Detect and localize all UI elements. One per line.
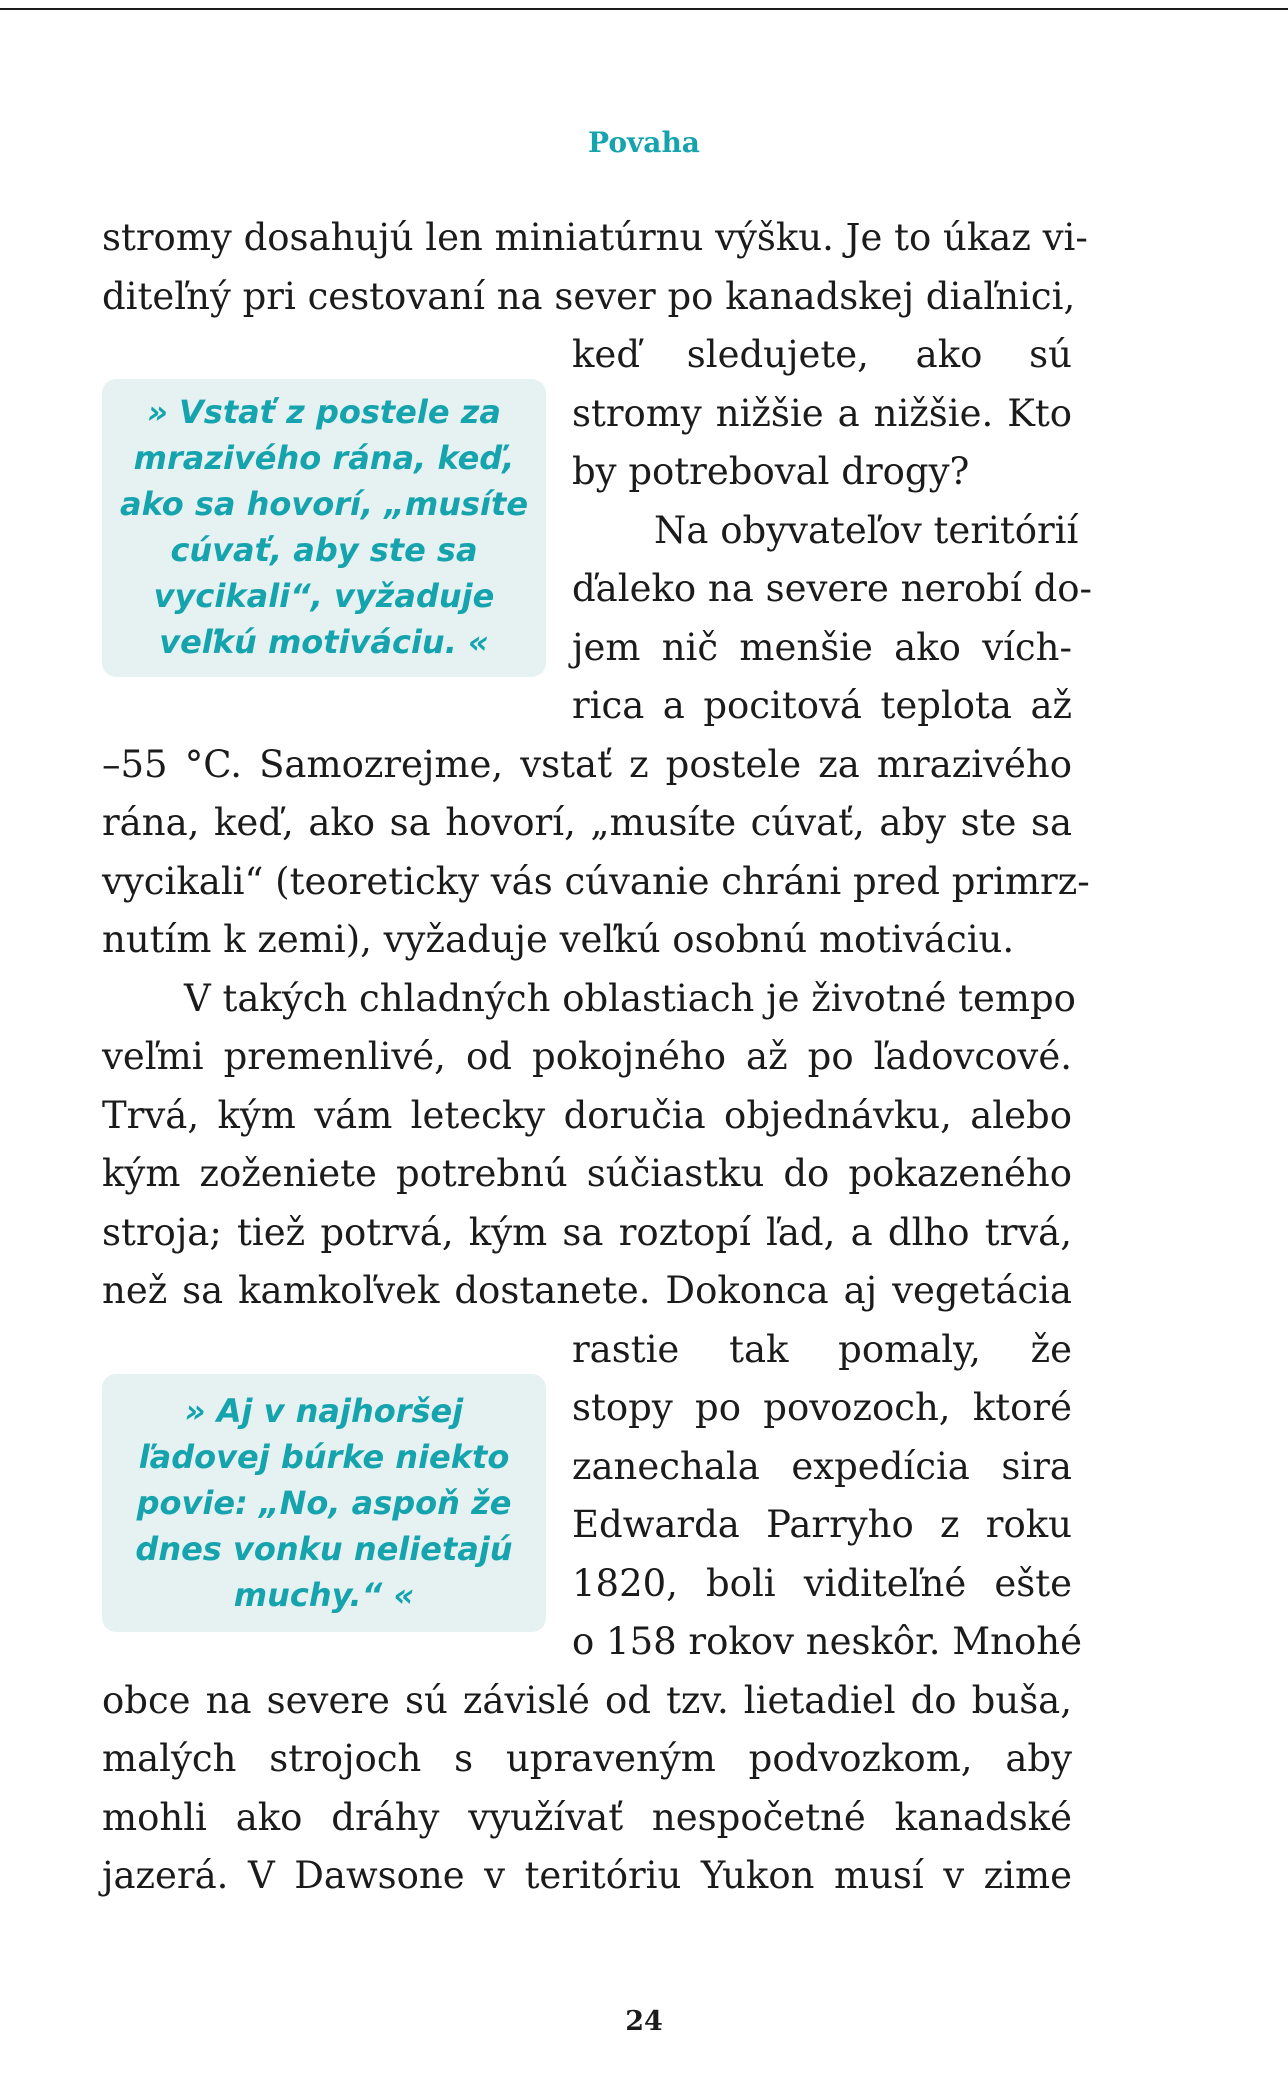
body-line: o 158 rokov neskôr. Mnohé <box>572 1620 1083 1663</box>
pull-quote-line: ako sa hovorí, „musíte <box>119 485 529 523</box>
body-line: obce na severe sú závislé od tzv. lietadiel do buša, <box>102 1679 1072 1722</box>
pull-quote-line: vycikali“, vyžaduje <box>153 577 495 615</box>
body-line: ďaleko na severe nerobí do- <box>572 567 1093 610</box>
pull-quote-line: dnes vonku nelietajú <box>135 1530 513 1568</box>
body-line: zanechala expedícia sira <box>572 1445 1072 1488</box>
body-line: kým zoženiete potrebnú súčiastku do pokazeného <box>102 1152 1072 1195</box>
body-line: jem nič menšie ako vích- <box>572 626 1072 669</box>
body-line: Edwarda Parryho z roku <box>572 1503 1072 1546</box>
pull-quote <box>102 379 546 677</box>
body-line: než sa kamkoľvek dostanete. Dokonca aj vegetácia <box>102 1269 1072 1312</box>
pull-quote-line: muchy.“ « <box>233 1576 415 1614</box>
body-line: mohli ako dráhy využívať nespočetné kanadské <box>102 1796 1072 1839</box>
body-line: diteľný pri cestovaní na sever po kanadskej diaľnici, <box>102 275 1076 318</box>
body-line: vycikali“ (teoreticky vás cúvanie chráni pred primrz- <box>102 860 1090 903</box>
pull-quote-line: » Vstať z postele za <box>147 393 501 431</box>
pull-quote-line: veľkú motiváciu. « <box>159 623 489 661</box>
body-line: nutím k zemi), vyžaduje veľkú osobnú motiváciu. <box>102 918 1015 961</box>
body-line: rica a pocitová teplota až <box>572 684 1072 727</box>
pull-quote-line: cúvať, aby ste sa <box>170 531 478 569</box>
pull-quote-line: » Aj v najhoršej <box>184 1392 464 1430</box>
body-line: stromy dosahujú len miniatúrnu výšku. Je to úkaz vi- <box>102 216 1088 259</box>
body-line: stopy po povozoch, ktoré <box>572 1386 1072 1429</box>
body-line: Trvá, kým vám letecky doručia objednávku, alebo <box>102 1094 1072 1137</box>
body-line: V takých chladných oblastiach je životné tempo <box>184 977 1076 1020</box>
body-line: malých strojoch s upraveným podvozkom, aby <box>102 1737 1072 1780</box>
body-line: stromy nižšie a nižšie. Kto <box>572 392 1072 435</box>
pull-quote-line: mrazivého rána, keď, <box>133 439 515 477</box>
body-line: –55 °C. Samozrejme, vstať z postele za mrazivého <box>102 743 1072 786</box>
body-line: Na obyvateľov teritórií <box>654 509 1079 552</box>
body-line: 1820, boli viditeľné ešte <box>572 1562 1072 1605</box>
body-line: stroja; tiež potrvá, kým sa roztopí ľad, a dlho trvá, <box>102 1211 1072 1254</box>
running-header: Povaha <box>588 126 700 159</box>
pull-quote-line: povie: „No, aspoň že <box>136 1484 512 1522</box>
pull-quote-line: ľadovej búrke niekto <box>138 1438 510 1476</box>
body-line: veľmi premenlivé, od pokojného až po ľadovcové. <box>102 1035 1072 1078</box>
body-line: by potreboval drogy? <box>572 450 970 493</box>
top-rule <box>0 8 1288 10</box>
body-line: rána, keď, ako sa hovorí, „musíte cúvať, aby ste sa <box>102 801 1072 844</box>
body-line: keď sledujete, ako sú <box>572 333 1072 376</box>
pull-quote <box>102 1374 546 1632</box>
body-line: rastie tak pomaly, že <box>572 1328 1072 1371</box>
body-line: jazerá. V Dawsone v teritóriu Yukon musí v zime <box>102 1854 1072 1897</box>
page-number: 24 <box>625 2006 663 2037</box>
